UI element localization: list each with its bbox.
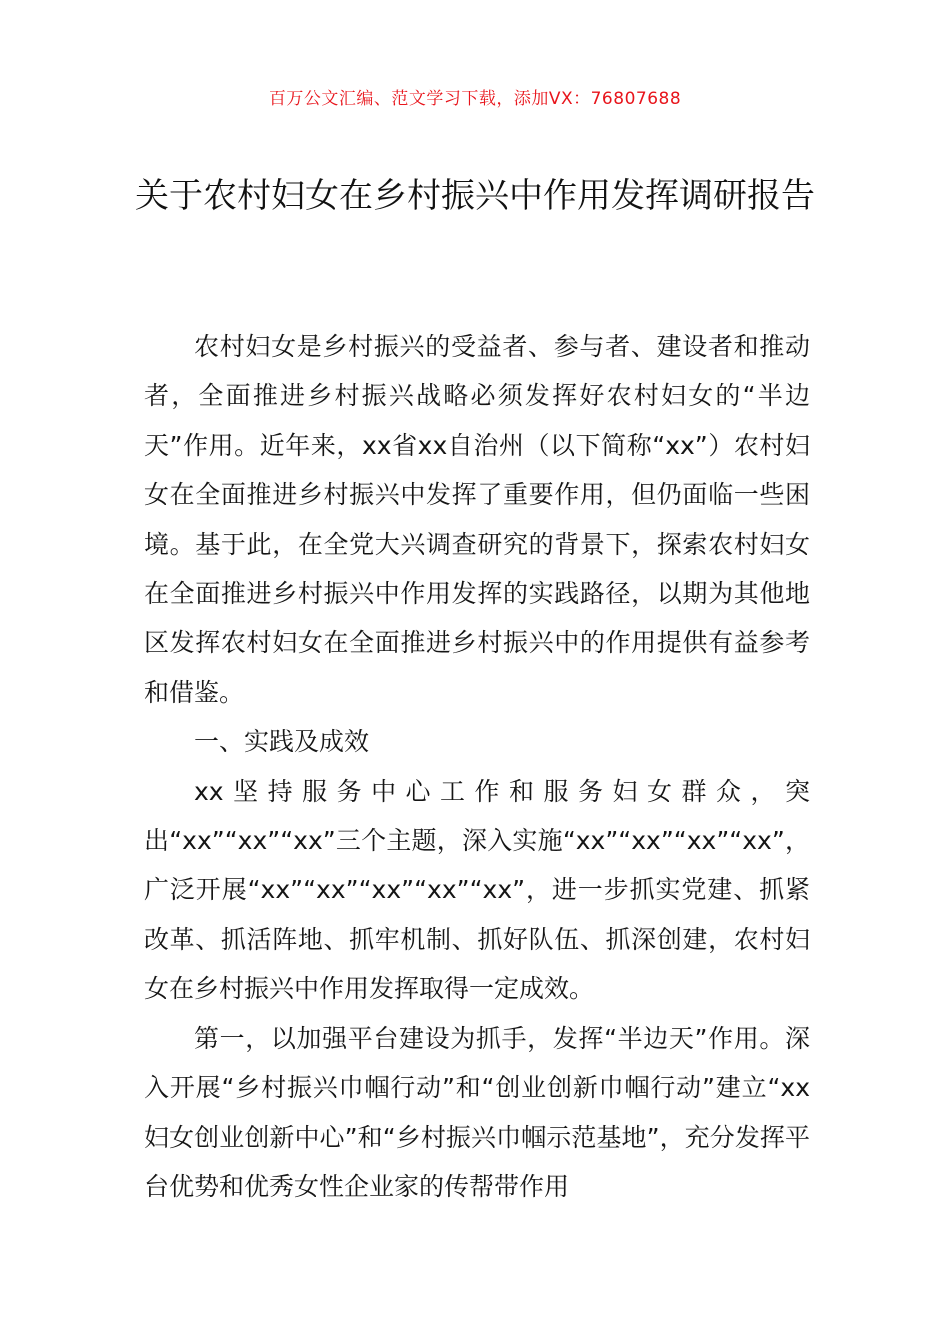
document-body xyxy=(144,322,810,1211)
paragraph-first-point: 第一，以加强平台建设为抓手，发挥“半边天”作用。深入开展“乡村振兴巾帼行动”和“创业创新巾帼行动”建立“xx妇女创业创新中心”和“乡村振兴巾帼示范基地”，充分发挥平台优势和优秀女性企业家的传帮带作用 xyxy=(144,1023,810,1201)
paragraph-practice: xx坚持服务中心工作和服务妇女群众，突出“xx”“xx”“xx”三个主题，深入实施“xx”“xx”“xx”“xx”，广泛开展“xx”“xx”“xx”“xx”“xx”，进一步抓实党建、抓紧改革、抓活阵地、抓牢机制、抓好队伍、抓深创建，农村妇女在乡村振兴中作用发挥取得一定成效。 xyxy=(144,776,811,1004)
paragraph-intro: 农村妇女是乡村振兴的受益者、参与者、建设者和推动者，全面推进乡村振兴战略必须发挥好农村妇女的“半边天”作用。近年来，xx省xx自治州（以下简称“xx”）农村妇女在全面推进乡村振兴中发挥了重要作用，但仍面临一些困境。基于此，在全党大兴调查研究的背景下，探索农村妇女在全面推进乡村振兴中作用发挥的实践路径，以期为其他地区发挥农村妇女在全面推进乡村振兴中的作用提供有益参考和借鉴。 xyxy=(144,332,810,707)
header-note: 百万公文汇编、范文学习下载，添加VX：76807688 xyxy=(268,89,682,109)
document-title: 关于农村妇女在乡村振兴中作用发挥调研报告 xyxy=(135,176,815,216)
section-heading: 一、实践及成效 xyxy=(194,727,370,757)
